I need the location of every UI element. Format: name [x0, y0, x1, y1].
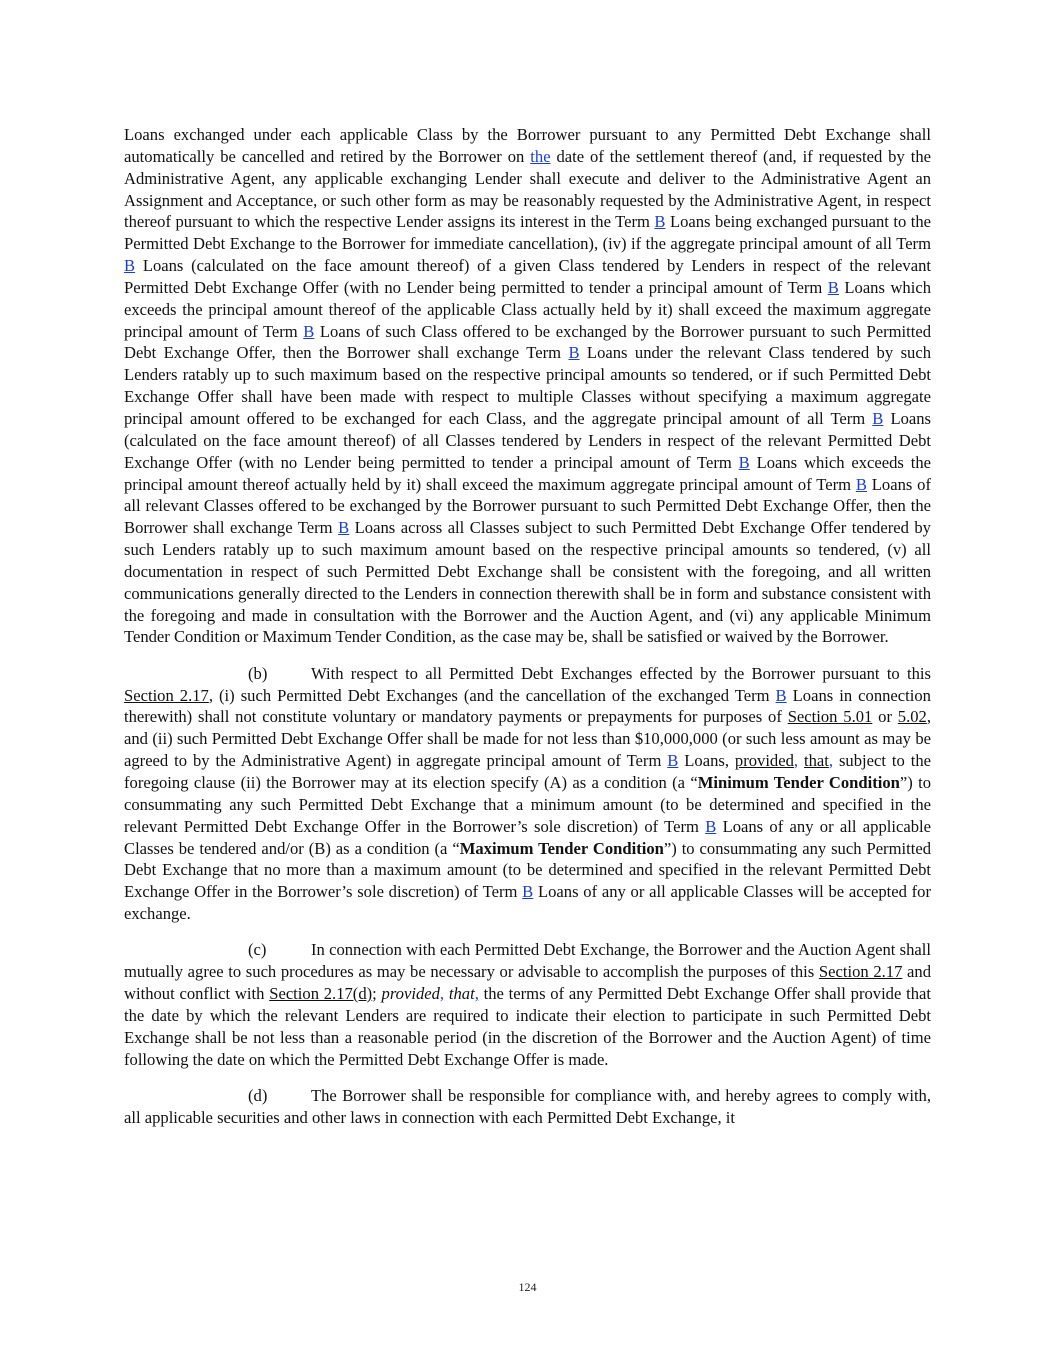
text-run: The Borrower shall be responsible for compliance with, and hereby agrees to comply with, all applicable securities and other laws in connection with each Permitted Debt Exchange, it	[124, 1085, 931, 1127]
text-run: Loans (calculated on the face amount thereof) of a given Class tendered by Lenders in respect of the relevant Permitted Debt Exchange Offer (with no Lender being permitted to tender a principal amount of Term	[124, 256, 931, 297]
paragraph-label: (b)	[248, 663, 268, 683]
inserted-text: B	[654, 212, 666, 232]
text-run: Loans in connection therewith) shall not constitute voluntary or mandatory payments or prepayments for purposes of	[124, 685, 931, 727]
text-run: In connection with each Permitted Debt Exchange, the Borrower and the Auction Agent shall mutually agree to such procedures as may be necessary or advisable to accomplish the purposes of this	[124, 940, 931, 982]
page-number: 124	[518, 1280, 537, 1294]
inserted-text: B	[705, 816, 717, 836]
text-run: and without conflict with	[124, 962, 931, 1004]
inserted-text: B	[827, 277, 839, 297]
text-run: , and (ii) such Permitted Debt Exchange Offer shall be made for not less than $10,000,000 (or such less amount as may be agreed to by the Administrative Agent) in aggregate principal amount of Term	[124, 707, 931, 771]
document-page	[124, 124, 931, 1129]
inserted-text: B	[303, 321, 315, 341]
paragraph-label: (c)	[248, 940, 267, 960]
text-run: Loans which exceeds the principal amount thereof of the applicable Class actually held by it) shall exceed the maximum aggregate principal amount of Term	[124, 277, 931, 341]
text-run: Loans of any or all applicable Classes will be accepted for exchange.	[124, 882, 931, 924]
inserted-text: B	[872, 408, 884, 428]
inserted-text: B	[338, 518, 350, 538]
inserted-text: B	[124, 256, 136, 276]
that-term: that	[803, 751, 829, 771]
text-run: Loans,	[678, 751, 735, 771]
paragraph-c	[124, 939, 931, 1070]
text-run: Loans (calculated on the face amount thereof) of all Classes tendered by Lenders in respect of the relevant Permitted Debt Exchange Offer (with no Lender being permitted to tender a principal amount of Term	[124, 408, 931, 472]
text-run: ”) to consummating any such Permitted Debt Exchange that a minimum amount (to be determined and specified in the relevant Permitted Debt Exchange Offer in the Borrower’s sole discretion) of Term	[124, 772, 931, 836]
text-run: Loans of all relevant Classes offered to be exchanged by the Borrower pursuant to such Permitted Debt Exchange Offer, then the Borrower shall exchange Term	[124, 474, 931, 538]
text-run: the terms of any Permitted Debt Exchange Offer shall provide that the date by which the relevant Lenders are required to indicate their election to participate in such Permitted Debt Exchange shall be not less than a reasonable period (in the discretion of the Borrower and the Auction Agent) of time following the date on which the Permitted Debt Exchange Offer is made.	[124, 984, 931, 1069]
inserted-comma: ,	[793, 751, 799, 771]
provided-term: provided	[381, 984, 440, 1004]
inserted-text: B	[667, 751, 679, 771]
text-run: ;	[372, 984, 382, 1004]
paragraph-d	[124, 1085, 931, 1129]
text-run: Loans under the relevant Class tendered by such Lenders ratably up to such maximum based on the respective principal amounts so tendered, or if such Permitted Debt Exchange Offer shall have been made with respect to multiple Classes without specifying a maximum aggregate principal amount offered to be exchanged for each Class, and the aggregate principal amount of all Term	[124, 343, 931, 428]
section-reference: Section 2.17	[124, 685, 209, 705]
section-reference: Section 5.01	[787, 707, 873, 727]
text-run: Loans of such Class offered to be exchanged by the Borrower pursuant to such Permitted Debt Exchange Offer, then the Borrower shall exchange Term	[124, 321, 931, 363]
paragraph-a-continuation	[124, 124, 931, 648]
that-term: that	[448, 984, 475, 1004]
inserted-comma: ,	[439, 984, 445, 1004]
inserted-text: B	[775, 685, 787, 705]
defined-term: Minimum Tender Condition	[697, 772, 900, 792]
section-reference: Section 2.17	[818, 962, 903, 982]
defined-term: Maximum Tender Condition	[459, 838, 664, 858]
paragraph-label: (d)	[248, 1085, 268, 1105]
provided-term: provided	[734, 751, 794, 771]
text-run: , (i) such Permitted Debt Exchanges (and the cancellation of the exchanged Term	[208, 685, 776, 705]
section-reference: Section 2.17(d)	[269, 984, 373, 1004]
inserted-text: B	[522, 882, 534, 902]
text-run: or	[872, 707, 898, 727]
inserted-text: B	[738, 452, 750, 472]
text-run: Loans across all Classes subject to such Permitted Debt Exchange Offer tendered by such Lenders ratably up to such maximum amount based on the respective principal amounts so tendered, (v) all documentation in respect of such Permitted Debt Exchange shall be consistent with the foregoing, and all written communications generally directed to the Lenders in connection therewith shall be in form and substance consistent with the foregoing and made in consultation with the Borrower and the Auction Agent, and (vi) any applicable Minimum Tender Condition or Maximum Tender Condition, as the case may be, shall be satisfied or waived by the Borrower.	[124, 518, 931, 647]
text-run: Loans which exceeds the principal amount thereof actually held by it) shall exceed the maximum aggregate principal amount of Term	[124, 452, 932, 494]
inserted-comma: ,	[828, 751, 834, 771]
inserted-text: the	[530, 146, 551, 166]
text-run: With respect to all Permitted Debt Exchanges effected by the Borrower pursuant to this	[311, 663, 931, 683]
text-run: Loans exchanged under each applicable Class by the Borrower pursuant to any Permitted Debt Exchange shall automatically be cancelled and retired by the Borrower on	[124, 125, 931, 166]
text-run: Loans of any or all applicable Classes be tendered and/or (B) as a condition (a “	[124, 816, 931, 858]
inserted-comma: ,	[474, 984, 479, 1004]
paragraph-b	[124, 663, 931, 925]
text-run: subject to the foregoing clause (ii) the Borrower may at its election specify (A) as a condition (a “	[124, 751, 931, 792]
text-run: Loans being exchanged pursuant to the Permitted Debt Exchange to the Borrower for immediate cancellation), (iv) if the aggregate principal amount of all Term	[124, 212, 931, 254]
inserted-text: B	[568, 343, 580, 363]
inserted-text: B	[855, 474, 867, 494]
section-reference: 5.02	[897, 707, 927, 727]
text-run: ”) to consummating any such Permitted Debt Exchange that no more than a maximum amount (to be determined and specified in the relevant Permitted Debt Exchange Offer in the Borrower’s sole discretion) of Term	[124, 838, 931, 902]
text-run: date of the settlement thereof (and, if requested by the Administrative Agent, any applicable exchanging Lender shall execute and deliver to the Administrative Agent an Assignment and Acceptance, or such other form as may be reasonably requested by the Administrative Agent, in respect thereof pursuant to which the respective Lender assigns its interest in the Term	[124, 146, 931, 232]
